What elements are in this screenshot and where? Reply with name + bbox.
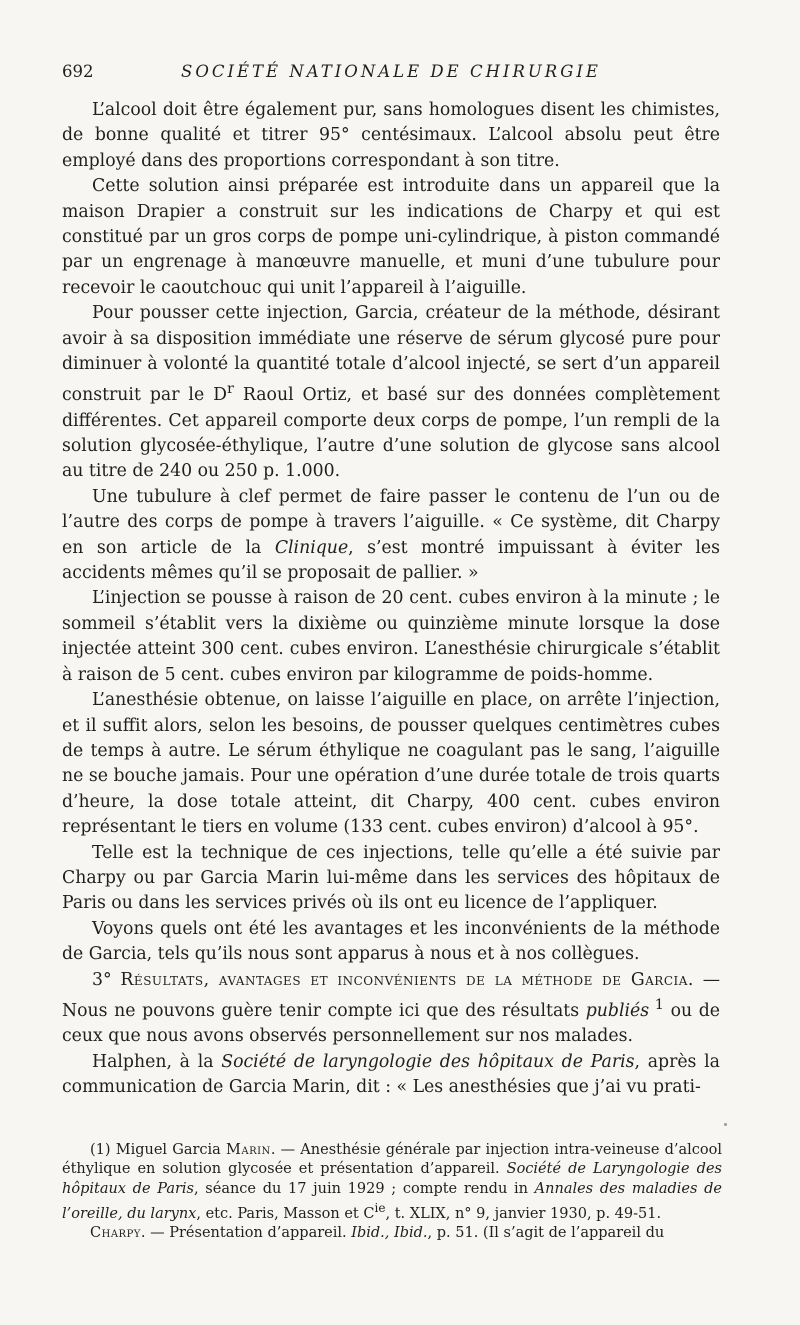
paragraph-text: , après la communication de Garcia Marin, dit : « Les anesthésies que j’ai vu prati- [62,1051,720,1097]
society-name: Société de Laryngologie des hôpitaux de Paris [62,1161,722,1197]
journal-title: Clinique [274,537,349,558]
paragraph [62,301,720,485]
superscript: ie [374,1200,386,1215]
section-heading: Résultats, avantages et inconvénients de la méthode de Garcia. [120,969,694,990]
paragraph-text: Raoul Ortiz, et basé sur des données complètement différentes. Cet appareil comporte deux corps de pompe, l’un rempli de la solution glycosée-éthylique, l’autre d’une solution de glycose sans alcool au titre de 240 ou 250 p. 1.000. [62,385,720,482]
paragraph-text: Voyons quels ont été les avantages et les inconvénients de la méthode de Garcia, tels qu’ils nous sont apparus à nous et à nos collègues. [62,918,720,965]
paragraph-text: Telle est la technique de ces injections, telle qu’elle a été suivie par Charpy ou par Garcia Marin lui-même dans les services des hôpitaux de Paris ou dans les services privés où ils ont eu licence de l’appliquer. [62,842,720,914]
footnote-ref: 1 [649,996,664,1013]
print-speck [724,1123,727,1126]
paragraph-text: L’anesthésie obtenue, on laisse l’aiguille en place, on arrête l’injection, et il suffit alors, selon les besoins, de pousser quelques centimètres cubes de temps à autre. Le sérum éthylique ne coagulant pas le sang, l’aiguille ne se bouche jamais. Pour une opération d’une durée totale de trois quarts d’heure, la dose totale atteint, dit Charpy, 400 cent. cubes environ représentant le tiers en volume (133 cent. cubes environ) d’alcool à 95°. [62,690,720,838]
running-title: SOCIÉTÉ NATIONALE DE CHIRURGIE [181,62,601,81]
paragraph [62,586,720,688]
paragraph-text: — Nous ne pouvons guère tenir compte ici que des résultats [62,969,720,1021]
paragraph [62,485,720,587]
footnotes [62,1141,722,1243]
paragraph [62,98,720,174]
section-paragraph [62,968,720,1050]
paragraph [62,688,720,840]
paragraph-text: Une tubulure à clef permet de faire passer le contenu de l’un ou de l’autre des corps de pompe à travers l’aiguille. « Ce système, dit Charpy en son article de la [62,486,720,558]
journal-title: Annales des maladies de l’oreille, du larynx [62,1180,722,1222]
paragraph [62,917,720,968]
paragraph-text: , s’est montré impuissant à éviter les accidents mêmes qu’il se proposait de pallier. » [62,537,720,584]
superscript: r [226,381,234,398]
paragraph-text: ou de ceux que nous avons observés personnellement sur nos malades. [62,1000,720,1047]
emphasis: publiés [585,1000,650,1021]
footnote-text: (1) Miguel Garcia [90,1142,226,1158]
author-name: Marin [226,1142,271,1158]
footnote-text: . — Présentation d’appareil. [140,1225,352,1242]
ibid: Ibid., Ibid. [351,1225,428,1242]
footnote [62,1141,722,1224]
author-name: Charpy [90,1225,141,1242]
footnote-text: . — Anesthésie générale par injection intra-veineuse d’alcool éthylique en solution glycosée et présentation d’appareil. [62,1142,722,1178]
footnote-text: , p. 51. (Il s’agit de l’appareil du [427,1225,665,1242]
footnote [62,1224,722,1243]
paragraph-text: Pour pousser cette injection, Garcia, créateur de la méthode, désirant avoir à sa disposition immédiate une réserve de sérum glycosé pure pour diminuer à volonté la quantité totale d’alcool injecté, se sert d’un appareil construit par le D [62,303,720,406]
footnote-text: , etc. Paris, Masson et C [196,1205,375,1222]
society-name: Société de laryngologie des hôpitaux de Paris [221,1051,635,1072]
paragraph-text: Cette solution ainsi préparée est introduite dans un appareil que la maison Drapier a construit sur les indications de Charpy et qui est constitué par un gros corps de pompe uni-cylindrique, à piston commandé par un engrenage à manœuvre manuelle, et muni d’une tubulure pour recevoir le caoutchouc qui unit l’appareil à l’aiguille. [62,176,720,298]
paragraph-text: L’alcool doit être également pur, sans homologues disent les chimistes, de bonne qualité et titrer 95° centésimaux. L’alcool absolu peut être employé dans des proportions correspondant à son titre. [62,100,720,171]
footnote-text: , t. XLIX, n° 9, janvier 1930, p. 49-51. [385,1205,662,1222]
paragraph [62,841,720,917]
body-text [62,98,720,1100]
paragraph [62,174,720,301]
page-header [62,58,720,86]
paragraph-text: L’injection se pousse à raison de 20 cent. cubes environ à la minute ; le sommeil s’établit vers la dixième ou quinzième minute lorsque la dose injectée atteint 300 cent. cubes environ. L’anesthésie chirurgicale s’établit à raison de 5 cent. cubes environ par kilogramme de poids-homme. [62,588,720,685]
paragraph [62,1050,720,1101]
page-number: 692 [62,62,94,81]
footnote-text: , séance du 17 juin 1929 ; compte rendu in [194,1180,535,1197]
paragraph-text: Halphen, à la [92,1051,222,1072]
section-number: 3° [92,969,121,990]
